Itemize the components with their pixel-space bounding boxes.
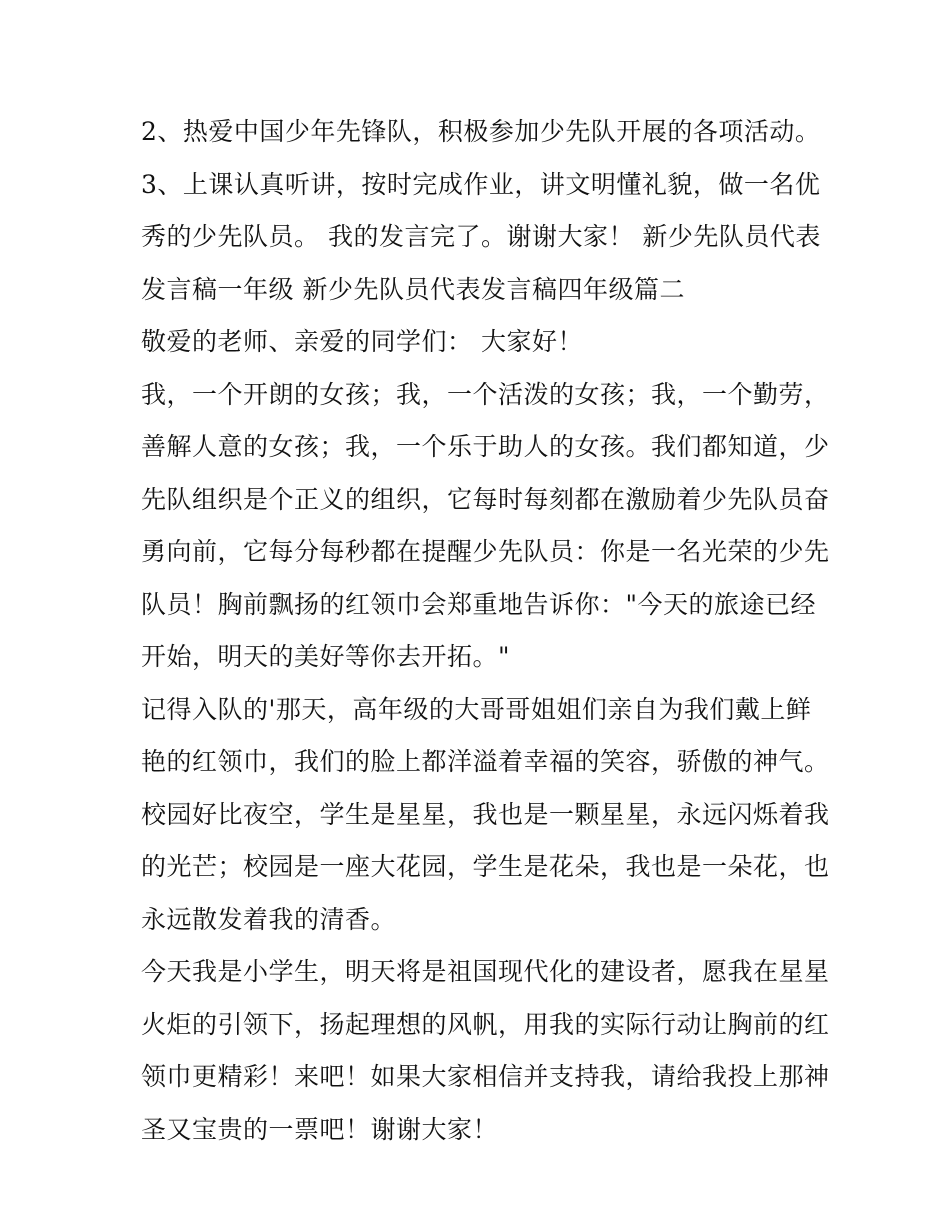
speech-text	[141, 106, 830, 1156]
text-line: 开始，明天的美好等你去开拓。"	[141, 642, 511, 671]
text-line: 善解人意的女孩；我，一个乐于助人的女孩。我们都知道，少	[141, 432, 830, 461]
text-line: 的光芒；校园是一座大花园，学生是花朵，我也是一朵花，也	[141, 852, 830, 881]
text-line: 发言稿一年级 新少先队员代表发言稿四年级篇二	[141, 274, 685, 304]
text-line: 领巾更精彩！来吧！如果大家相信并支持我，请给我投上那神	[141, 1062, 830, 1091]
text-line: 今天我是小学生，明天将是祖国现代化的建设者，愿我在星星	[141, 957, 830, 986]
text-line: 2、热爱中国少年先锋队，积极参加少先队开展的各项活动。	[141, 117, 821, 146]
text-line: 永远散发着我的清香。	[141, 904, 397, 934]
text-line: 先队组织是个正义的组织，它每时每刻都在激励着少先队员奋	[141, 484, 830, 514]
text-line: 我，一个开朗的女孩；我，一个活泼的女孩；我，一个勤劳，	[141, 379, 830, 409]
text-line: 3、上课认真听讲，按时完成作业，讲文明懂礼貌，做一名优	[141, 169, 821, 199]
text-line: 校园好比夜空，学生是星星，我也是一颗星星，永远闪烁着我	[141, 799, 830, 829]
text-line: 艳的红领巾，我们的脸上都洋溢着幸福的笑容，骄傲的神气。	[141, 747, 830, 776]
text-line: 火炬的引领下，扬起理想的风帆，用我的实际行动让胸前的红	[141, 1009, 830, 1039]
text-line: 勇向前，它每分每秒都在提醒少先队员：你是一名光荣的少先	[141, 537, 830, 566]
text-line: 圣又宝贵的一票吧！谢谢大家！	[141, 1114, 499, 1144]
text-line: 队员！胸前飘扬的红领巾会郑重地告诉你："今天的旅途已经	[141, 589, 817, 619]
text-line: 秀的少先队员。 我的发言完了。谢谢大家！ 新少先队员代表	[141, 222, 821, 251]
text-line: 敬爱的老师、亲爱的同学们： 大家好！	[141, 327, 583, 356]
text-line: 记得入队的'那天，高年级的大哥哥姐姐们亲自为我们戴上鲜	[141, 694, 812, 724]
